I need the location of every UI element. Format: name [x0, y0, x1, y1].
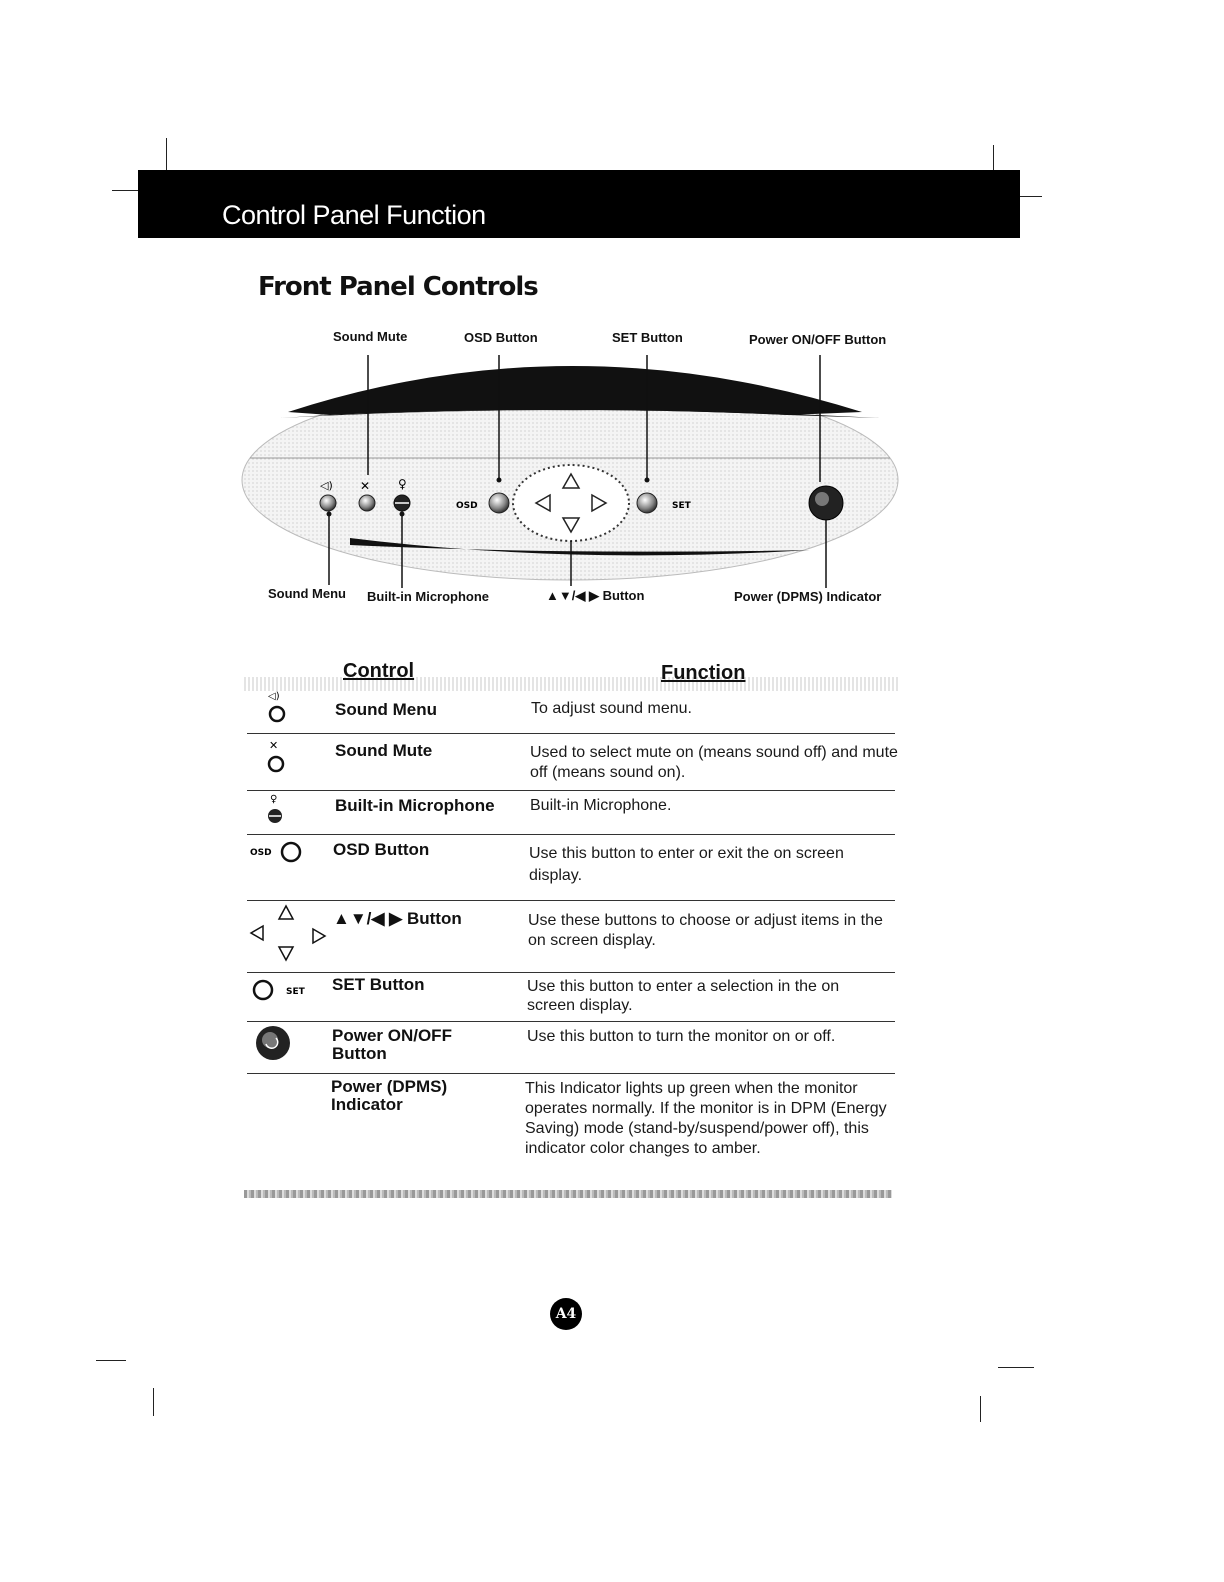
crop-mark — [96, 1360, 126, 1361]
callout-sound-menu: Sound Menu — [268, 586, 346, 601]
callout-arrow-button: ▲▼/◀ ▶ Button — [546, 588, 645, 603]
svg-text:SET: SET — [672, 501, 691, 511]
callout-microphone: Built-in Microphone — [367, 589, 490, 604]
table-row-function: Use these buttons to choose or adjust items in the on screen display. — [528, 912, 883, 949]
row-divider — [247, 733, 895, 734]
table-row-control: Built-in Microphone — [335, 796, 495, 815]
table-row-control: Power (DPMS) Indicator — [331, 1077, 448, 1114]
table-row-function: To adjust sound menu. — [531, 700, 692, 717]
table-row-function: Used to select mute on (means sound off) and mute off (means sound on). — [530, 744, 898, 781]
crop-mark — [1020, 196, 1042, 197]
crop-mark — [166, 138, 167, 170]
row-divider — [247, 972, 895, 973]
svg-text:◁): ◁) — [268, 691, 280, 702]
table-bottom-band — [244, 1190, 892, 1198]
sound-mute-icon — [266, 737, 290, 778]
row-divider — [247, 834, 895, 835]
row-divider — [247, 790, 895, 791]
osd-button-icon — [250, 839, 306, 870]
table-row-control: OSD Button — [333, 840, 430, 859]
header-bar — [138, 170, 1020, 238]
svg-text:SET: SET — [286, 987, 305, 997]
arrow-buttons-icon — [248, 903, 330, 970]
svg-text:OSD: OSD — [250, 848, 272, 858]
table-row-function: This Indicator lights up green when the monitor operates normally. If the monitor is in DPM (Energy Saving) mode (stand-by/suspend/power off), this indicator color changes to amber. — [525, 1080, 887, 1157]
row-divider — [247, 1073, 895, 1074]
row-divider — [247, 1021, 895, 1022]
svg-text:♀: ♀ — [398, 477, 407, 491]
table-row-function: Use this button to enter or exit the on screen display. — [529, 845, 844, 884]
column-header-control: Control — [343, 660, 415, 682]
svg-text:✕: ✕ — [269, 739, 279, 752]
power-button-icon — [254, 1024, 292, 1067]
table-row-control: SET Button — [332, 975, 425, 994]
column-header-function: Function — [661, 662, 746, 684]
crop-mark — [998, 1367, 1034, 1368]
callout-power-indicator: Power (DPMS) Indicator — [734, 589, 882, 604]
table-row-function: Built-in Microphone. — [530, 797, 672, 814]
front-panel-diagram — [240, 350, 910, 590]
callout-osd-button: OSD Button — [464, 330, 538, 345]
svg-text:OSD: OSD — [456, 501, 478, 511]
callout-set-button: SET Button — [612, 330, 683, 345]
sound-menu-icon — [266, 688, 290, 729]
row-divider — [247, 900, 895, 901]
crop-mark — [993, 145, 994, 173]
table-row-control: ▲▼/◀ ▶ Button — [333, 909, 462, 928]
svg-text:✕: ✕ — [360, 479, 371, 493]
table-row-function: Use this button to enter a selection in the on screen display. — [527, 978, 840, 1014]
svg-text:◁): ◁) — [320, 479, 333, 492]
set-button-icon — [252, 977, 312, 1008]
table-row-function: Use this button to turn the monitor on or off. — [527, 1028, 836, 1045]
svg-text:♀: ♀ — [270, 794, 278, 805]
microphone-icon — [266, 790, 290, 831]
crop-mark — [112, 190, 140, 191]
crop-mark — [980, 1396, 981, 1422]
table-row-control: Sound Mute — [335, 741, 433, 760]
crop-mark — [153, 1388, 154, 1416]
table-row-control: Sound Menu — [335, 700, 437, 719]
table-row-control: Power ON/OFF Button — [332, 1026, 452, 1063]
section-title: Front Panel Controls — [258, 272, 538, 302]
callout-power-button: Power ON/OFF Button — [749, 332, 887, 347]
page-title: Control Panel Function — [222, 200, 486, 230]
callout-sound-mute: Sound Mute — [333, 329, 408, 344]
page-number-badge: A4 — [550, 1298, 582, 1330]
